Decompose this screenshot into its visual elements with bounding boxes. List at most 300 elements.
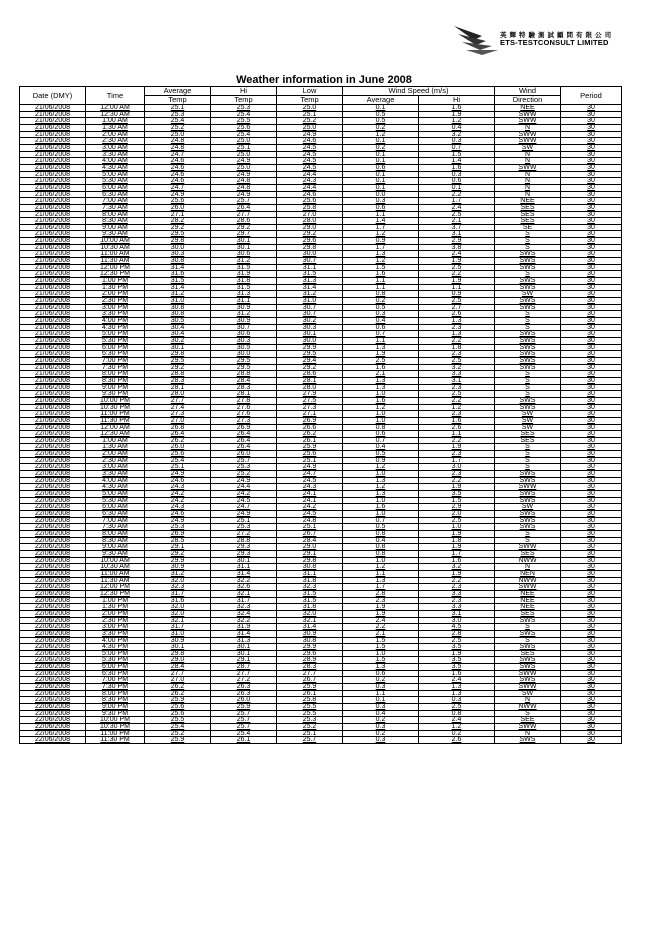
cell-avg-temp: 26.0 <box>145 444 211 451</box>
cell-wind-avg: 0.3 <box>343 704 419 711</box>
cell-wind-avg: 0.2 <box>343 677 419 684</box>
cell-hi-temp: 25.3 <box>211 464 277 471</box>
cell-low-temp: 25.8 <box>277 204 343 211</box>
cell-time: 7:00 AM <box>86 198 145 205</box>
cell-period: 30 <box>561 204 622 211</box>
company-name-chinese: 英 輝 特 驗 測 試 顧 問 有 限 公 司 <box>500 32 612 39</box>
cell-wind-avg: 1.3 <box>343 251 419 258</box>
cell-wind-avg: 0.4 <box>343 444 419 451</box>
cell-time: 11:30 PM <box>86 417 145 424</box>
cell-wind-hi: 2.9 <box>419 238 495 245</box>
cell-period: 30 <box>561 271 622 278</box>
cell-wind-avg: 0.0 <box>343 191 419 198</box>
cell-wind-hi: 2.9 <box>419 504 495 511</box>
cell-avg-temp: 25.9 <box>145 697 211 704</box>
cell-time: 5:30 PM <box>86 337 145 344</box>
cell-wind-avg: 0.6 <box>343 204 419 211</box>
cell-time: 5:00 AM <box>86 491 145 498</box>
cell-wind-hi: 2.5 <box>419 704 495 711</box>
cell-time: 4:30 AM <box>86 164 145 171</box>
cell-time: 8:00 PM <box>86 690 145 697</box>
cell-wind-hi: 3.1 <box>419 610 495 617</box>
cell-wind-hi: 1.3 <box>419 318 495 325</box>
cell-wind-hi: 3.2 <box>419 364 495 371</box>
cell-hi-temp: 29.2 <box>211 224 277 231</box>
cell-period: 30 <box>561 417 622 424</box>
cell-hi-temp: 31.9 <box>211 624 277 631</box>
cell-wind-hi: 1.7 <box>419 457 495 464</box>
cell-date: 22/06/2008 <box>20 524 86 531</box>
cell-wind-direction: S <box>495 377 561 384</box>
cell-wind-direction: SWW <box>495 684 561 691</box>
cell-wind-hi: 2.2 <box>419 577 495 584</box>
cell-wind-avg: 1.2 <box>343 404 419 411</box>
table-row <box>20 211 622 218</box>
cell-avg-temp: 27.4 <box>145 404 211 411</box>
cell-wind-avg: 1.0 <box>343 511 419 518</box>
cell-avg-temp: 24.7 <box>145 151 211 158</box>
cell-date: 21/06/2008 <box>20 158 86 165</box>
cell-wind-hi: 4.5 <box>419 624 495 631</box>
cell-low-temp: 29.5 <box>277 351 343 358</box>
cell-wind-hi: 2.8 <box>419 630 495 637</box>
cell-wind-direction: SWW <box>495 484 561 491</box>
cell-wind-hi: 1.1 <box>419 284 495 291</box>
cell-date: 21/06/2008 <box>20 231 86 238</box>
table-row <box>20 630 622 637</box>
cell-date: 21/06/2008 <box>20 391 86 398</box>
cell-wind-direction: SWS <box>495 737 561 744</box>
cell-date: 21/06/2008 <box>20 224 86 231</box>
cell-date: 21/06/2008 <box>20 151 86 158</box>
table-row <box>20 437 622 444</box>
cell-avg-temp: 31.6 <box>145 271 211 278</box>
table-row <box>20 644 622 651</box>
cell-low-temp: 30.3 <box>277 324 343 331</box>
cell-low-temp: 26.7 <box>277 677 343 684</box>
cell-low-temp: 26.7 <box>277 531 343 538</box>
cell-wind-avg: 1.9 <box>343 604 419 611</box>
cell-avg-temp: 26.2 <box>145 684 211 691</box>
cell-avg-temp: 27.0 <box>145 677 211 684</box>
table-row <box>20 650 622 657</box>
cell-low-temp: 25.5 <box>277 710 343 717</box>
cell-hi-temp: 28.8 <box>211 537 277 544</box>
cell-wind-direction: NWW <box>495 704 561 711</box>
cell-wind-direction: NWW <box>495 557 561 564</box>
table-row <box>20 590 622 597</box>
cell-date: 21/06/2008 <box>20 105 86 112</box>
cell-hi-temp: 30.5 <box>211 344 277 351</box>
cell-period: 30 <box>561 604 622 611</box>
cell-period: 30 <box>561 211 622 218</box>
cell-avg-temp: 31.6 <box>145 597 211 604</box>
table-row <box>20 344 622 351</box>
cell-wind-direction: SES <box>495 218 561 225</box>
cell-wind-avg: 1.3 <box>343 491 419 498</box>
table-row <box>20 391 622 398</box>
cell-avg-temp: 24.6 <box>145 511 211 518</box>
cell-wind-avg: 1.3 <box>343 344 419 351</box>
cell-wind-hi: 2.5 <box>419 637 495 644</box>
cell-time: 6:00 PM <box>86 344 145 351</box>
cell-wind-avg: 0.4 <box>343 318 419 325</box>
cell-date: 21/06/2008 <box>20 397 86 404</box>
cell-wind-avg: 1.0 <box>343 497 419 504</box>
cell-hi-temp: 27.8 <box>211 397 277 404</box>
cell-date: 22/06/2008 <box>20 664 86 671</box>
cell-avg-temp: 26.0 <box>145 204 211 211</box>
cell-date: 21/06/2008 <box>20 291 86 298</box>
cell-low-temp: 31.4 <box>277 624 343 631</box>
cell-wind-direction: SES <box>495 437 561 444</box>
cell-avg-temp: 27.1 <box>145 211 211 218</box>
cell-date: 22/06/2008 <box>20 444 86 451</box>
cell-low-temp: 28.1 <box>277 377 343 384</box>
cell-wind-direction: SE <box>495 224 561 231</box>
cell-time: 10:00 PM <box>86 397 145 404</box>
cell-hi-temp: 30.6 <box>211 331 277 338</box>
table-row <box>20 198 622 205</box>
cell-avg-temp: 30.0 <box>145 244 211 251</box>
table-row <box>20 604 622 611</box>
cell-date: 22/06/2008 <box>20 570 86 577</box>
cell-avg-temp: 24.6 <box>145 158 211 165</box>
cell-time: 7:30 AM <box>86 204 145 211</box>
cell-wind-direction: SES <box>495 431 561 438</box>
cell-hi-temp: 30.9 <box>211 318 277 325</box>
cell-wind-hi: 0.3 <box>419 697 495 704</box>
cell-period: 30 <box>561 231 622 238</box>
cell-avg-temp: 25.3 <box>145 111 211 118</box>
cell-date: 22/06/2008 <box>20 491 86 498</box>
cell-low-temp: 31.2 <box>277 291 343 298</box>
cell-avg-temp: 29.8 <box>145 238 211 245</box>
cell-avg-temp: 26.9 <box>145 531 211 538</box>
cell-wind-hi: 2.3 <box>419 471 495 478</box>
cell-wind-hi: 2.7 <box>419 304 495 311</box>
cell-wind-avg: 0.2 <box>343 298 419 305</box>
cell-low-temp: 26.2 <box>277 431 343 438</box>
cell-low-temp: 32.1 <box>277 617 343 624</box>
header-date: Date (DMY) <box>20 87 86 105</box>
cell-hi-temp: 29.3 <box>211 544 277 551</box>
cell-time: 2:00 PM <box>86 610 145 617</box>
cell-wind-hi: 0.9 <box>419 291 495 298</box>
cell-wind-avg: 1.4 <box>343 218 419 225</box>
cell-wind-direction: SWS <box>495 644 561 651</box>
cell-hi-temp: 30.1 <box>211 244 277 251</box>
table-row <box>20 351 622 358</box>
cell-hi-temp: 31.4 <box>211 630 277 637</box>
cell-period: 30 <box>561 444 622 451</box>
cell-wind-direction: SWS <box>495 664 561 671</box>
table-row <box>20 564 622 571</box>
cell-time: 1:00 PM <box>86 597 145 604</box>
cell-time: 5:30 AM <box>86 497 145 504</box>
cell-hi-temp: 31.5 <box>211 264 277 271</box>
cell-wind-direction: S <box>495 710 561 717</box>
cell-low-temp: 26.1 <box>277 437 343 444</box>
cell-low-temp: 24.6 <box>277 138 343 145</box>
cell-hi-temp: 28.6 <box>211 218 277 225</box>
cell-avg-temp: 30.8 <box>145 304 211 311</box>
cell-avg-temp: 25.0 <box>145 131 211 138</box>
cell-wind-avg: 1.0 <box>343 557 419 564</box>
cell-hi-temp: 27.7 <box>211 211 277 218</box>
cell-wind-avg: 0.1 <box>343 151 419 158</box>
cell-date: 22/06/2008 <box>20 451 86 458</box>
cell-wind-hi: 2.5 <box>419 391 495 398</box>
cell-period: 30 <box>561 550 622 557</box>
cell-time: 10:30 AM <box>86 244 145 251</box>
header-period: Period <box>561 87 622 105</box>
cell-date: 22/06/2008 <box>20 657 86 664</box>
cell-avg-temp: 32.1 <box>145 617 211 624</box>
cell-low-temp: 31.5 <box>277 271 343 278</box>
cell-hi-temp: 32.1 <box>211 590 277 597</box>
table-row <box>20 524 622 531</box>
cell-wind-avg: 0.7 <box>343 517 419 524</box>
cell-avg-temp: 25.6 <box>145 704 211 711</box>
company-name-english: ETS-TESTCONSULT LIMITED <box>500 38 609 47</box>
cell-low-temp: 27.9 <box>277 391 343 398</box>
cell-period: 30 <box>561 404 622 411</box>
cell-period: 30 <box>561 218 622 225</box>
cell-wind-avg: 2.5 <box>343 357 419 364</box>
cell-time: 6:30 PM <box>86 351 145 358</box>
cell-wind-hi: 2.3 <box>419 384 495 391</box>
cell-period: 30 <box>561 191 622 198</box>
cell-hi-temp: 31.3 <box>211 291 277 298</box>
cell-wind-avg: 0.6 <box>343 164 419 171</box>
cell-low-temp: 29.8 <box>277 557 343 564</box>
cell-low-temp: 25.9 <box>277 684 343 691</box>
cell-date: 21/06/2008 <box>20 171 86 178</box>
cell-hi-temp: 24.9 <box>211 158 277 165</box>
cell-wind-hi: 1.8 <box>419 344 495 351</box>
cell-hi-temp: 29.7 <box>211 231 277 238</box>
cell-low-temp: 29.1 <box>277 550 343 557</box>
cell-period: 30 <box>561 124 622 131</box>
cell-wind-hi: 2.5 <box>419 211 495 218</box>
cell-wind-avg: 1.1 <box>343 337 419 344</box>
cell-wind-hi: 1.6 <box>419 670 495 677</box>
cell-time: 5:00 PM <box>86 650 145 657</box>
page-title: Weather information in June 2008 <box>236 74 412 86</box>
cell-hi-temp: 24.8 <box>211 184 277 191</box>
table-row <box>20 377 622 384</box>
cell-wind-direction: SWW <box>495 584 561 591</box>
cell-period: 30 <box>561 118 622 125</box>
cell-hi-temp: 25.1 <box>211 144 277 151</box>
cell-date: 21/06/2008 <box>20 377 86 384</box>
cell-avg-temp: 25.1 <box>145 464 211 471</box>
cell-date: 21/06/2008 <box>20 191 86 198</box>
cell-wind-avg: 0.9 <box>343 457 419 464</box>
table-row <box>20 697 622 704</box>
cell-wind-hi: 2.6 <box>419 424 495 431</box>
cell-low-temp: 27.7 <box>277 670 343 677</box>
table-row <box>20 597 622 604</box>
cell-wind-hi: 0.4 <box>419 124 495 131</box>
cell-low-temp: 24.5 <box>277 151 343 158</box>
cell-hi-temp: 26.4 <box>211 204 277 211</box>
cell-wind-hi: 1.0 <box>419 524 495 531</box>
cell-period: 30 <box>561 384 622 391</box>
cell-wind-avg: 0.1 <box>343 697 419 704</box>
cell-wind-direction: SWS <box>495 364 561 371</box>
cell-wind-direction: SW <box>495 690 561 697</box>
cell-wind-avg: 0.2 <box>343 144 419 151</box>
cell-low-temp: 29.9 <box>277 644 343 651</box>
cell-date: 21/06/2008 <box>20 124 86 131</box>
table-row <box>20 517 622 524</box>
header-average-temp: Average <box>145 87 211 96</box>
cell-time: 11:00 AM <box>86 570 145 577</box>
cell-wind-direction: S <box>495 637 561 644</box>
cell-period: 30 <box>561 284 622 291</box>
table-row <box>20 737 622 744</box>
cell-date: 21/06/2008 <box>20 284 86 291</box>
cell-period: 30 <box>561 331 622 338</box>
cell-avg-temp: 30.9 <box>145 637 211 644</box>
cell-wind-direction: SWS <box>495 304 561 311</box>
cell-time: 8:00 AM <box>86 531 145 538</box>
cell-low-temp: 24.6 <box>277 191 343 198</box>
cell-period: 30 <box>561 357 622 364</box>
cell-time: 4:30 PM <box>86 324 145 331</box>
cell-wind-direction: SW <box>495 144 561 151</box>
cell-wind-direction: S <box>495 318 561 325</box>
cell-hi-temp: 28.7 <box>211 664 277 671</box>
cell-period: 30 <box>561 377 622 384</box>
cell-wind-hi: 3.3 <box>419 590 495 597</box>
table-row <box>20 298 622 305</box>
cell-wind-avg: 1.7 <box>343 224 419 231</box>
cell-wind-direction: SWS <box>495 477 561 484</box>
cell-wind-hi: 3.7 <box>419 224 495 231</box>
cell-wind-hi: 3.2 <box>419 564 495 571</box>
cell-wind-direction: N <box>495 730 561 737</box>
cell-date: 22/06/2008 <box>20 471 86 478</box>
cell-period: 30 <box>561 437 622 444</box>
cell-period: 30 <box>561 491 622 498</box>
cell-avg-temp: 28.4 <box>145 664 211 671</box>
cell-wind-direction: SES <box>495 610 561 617</box>
cell-date: 22/06/2008 <box>20 684 86 691</box>
cell-hi-temp: 24.9 <box>211 511 277 518</box>
table-row <box>20 610 622 617</box>
cell-wind-hi: 1.6 <box>419 417 495 424</box>
table-row <box>20 570 622 577</box>
table-row <box>20 204 622 211</box>
cell-hi-temp: 28.1 <box>211 391 277 398</box>
cell-avg-temp: 29.2 <box>145 364 211 371</box>
cell-hi-temp: 30.1 <box>211 644 277 651</box>
cell-time: 7:00 AM <box>86 517 145 524</box>
cell-period: 30 <box>561 304 622 311</box>
table-row <box>20 384 622 391</box>
table-row <box>20 311 622 318</box>
cell-time: 7:30 PM <box>86 684 145 691</box>
cell-hi-temp: 25.3 <box>211 105 277 112</box>
cell-wind-avg: 1.6 <box>343 271 419 278</box>
cell-time: 10:00 AM <box>86 238 145 245</box>
cell-date: 21/06/2008 <box>20 411 86 418</box>
table-row <box>20 670 622 677</box>
cell-wind-direction: S <box>495 311 561 318</box>
table-row <box>20 224 622 231</box>
table-row <box>20 617 622 624</box>
cell-time: 6:00 AM <box>86 184 145 191</box>
table-row <box>20 464 622 471</box>
cell-period: 30 <box>561 371 622 378</box>
cell-date: 22/06/2008 <box>20 690 86 697</box>
table-row <box>20 337 622 344</box>
cell-wind-direction: SWS <box>495 251 561 258</box>
cell-time: 5:00 AM <box>86 171 145 178</box>
table-row <box>20 178 622 185</box>
cell-hi-temp: 25.2 <box>211 471 277 478</box>
cell-time: 11:00 AM <box>86 251 145 258</box>
cell-date: 22/06/2008 <box>20 564 86 571</box>
cell-wind-avg: 0.5 <box>343 118 419 125</box>
cell-wind-hi: 1.9 <box>419 444 495 451</box>
cell-wind-hi: 2.2 <box>419 477 495 484</box>
cell-low-temp: 28.0 <box>277 218 343 225</box>
cell-date: 22/06/2008 <box>20 737 86 744</box>
cell-wind-hi: 2.2 <box>419 337 495 344</box>
cell-time: 6:30 PM <box>86 670 145 677</box>
cell-low-temp: 24.5 <box>277 158 343 165</box>
cell-period: 30 <box>561 364 622 371</box>
cell-wind-hi: 0.1 <box>419 184 495 191</box>
cell-hi-temp: 31.5 <box>211 284 277 291</box>
cell-wind-hi: 1.2 <box>419 724 495 731</box>
cell-wind-direction: SWS <box>495 357 561 364</box>
cell-wind-direction: N <box>495 158 561 165</box>
cell-wind-direction: N <box>495 564 561 571</box>
cell-period: 30 <box>561 291 622 298</box>
cell-wind-hi: 2.3 <box>419 584 495 591</box>
subheader-wind-direction: Direction <box>495 96 561 105</box>
cell-wind-hi: 2.5 <box>419 264 495 271</box>
cell-avg-temp: 30.9 <box>145 564 211 571</box>
cell-avg-temp: 24.2 <box>145 491 211 498</box>
table-row <box>20 730 622 737</box>
cell-time: 12:30 PM <box>86 590 145 597</box>
table-row <box>20 537 622 544</box>
header-low-temp: Low <box>277 87 343 96</box>
cell-period: 30 <box>561 657 622 664</box>
cell-hi-temp: 25.3 <box>211 524 277 531</box>
cell-wind-hi: 2.6 <box>419 311 495 318</box>
cell-time: 6:30 AM <box>86 511 145 518</box>
cell-period: 30 <box>561 158 622 165</box>
cell-time: 3:30 AM <box>86 151 145 158</box>
cell-time: 12:30 PM <box>86 271 145 278</box>
cell-wind-avg: 0.1 <box>343 171 419 178</box>
table-row <box>20 218 622 225</box>
cell-date: 21/06/2008 <box>20 344 86 351</box>
cell-wind-hi: 1.9 <box>419 650 495 657</box>
cell-hi-temp: 26.9 <box>211 424 277 431</box>
cell-wind-hi: 0.7 <box>419 144 495 151</box>
cell-avg-temp: 29.2 <box>145 224 211 231</box>
cell-low-temp: 25.7 <box>277 737 343 744</box>
cell-wind-avg: 1.3 <box>343 577 419 584</box>
